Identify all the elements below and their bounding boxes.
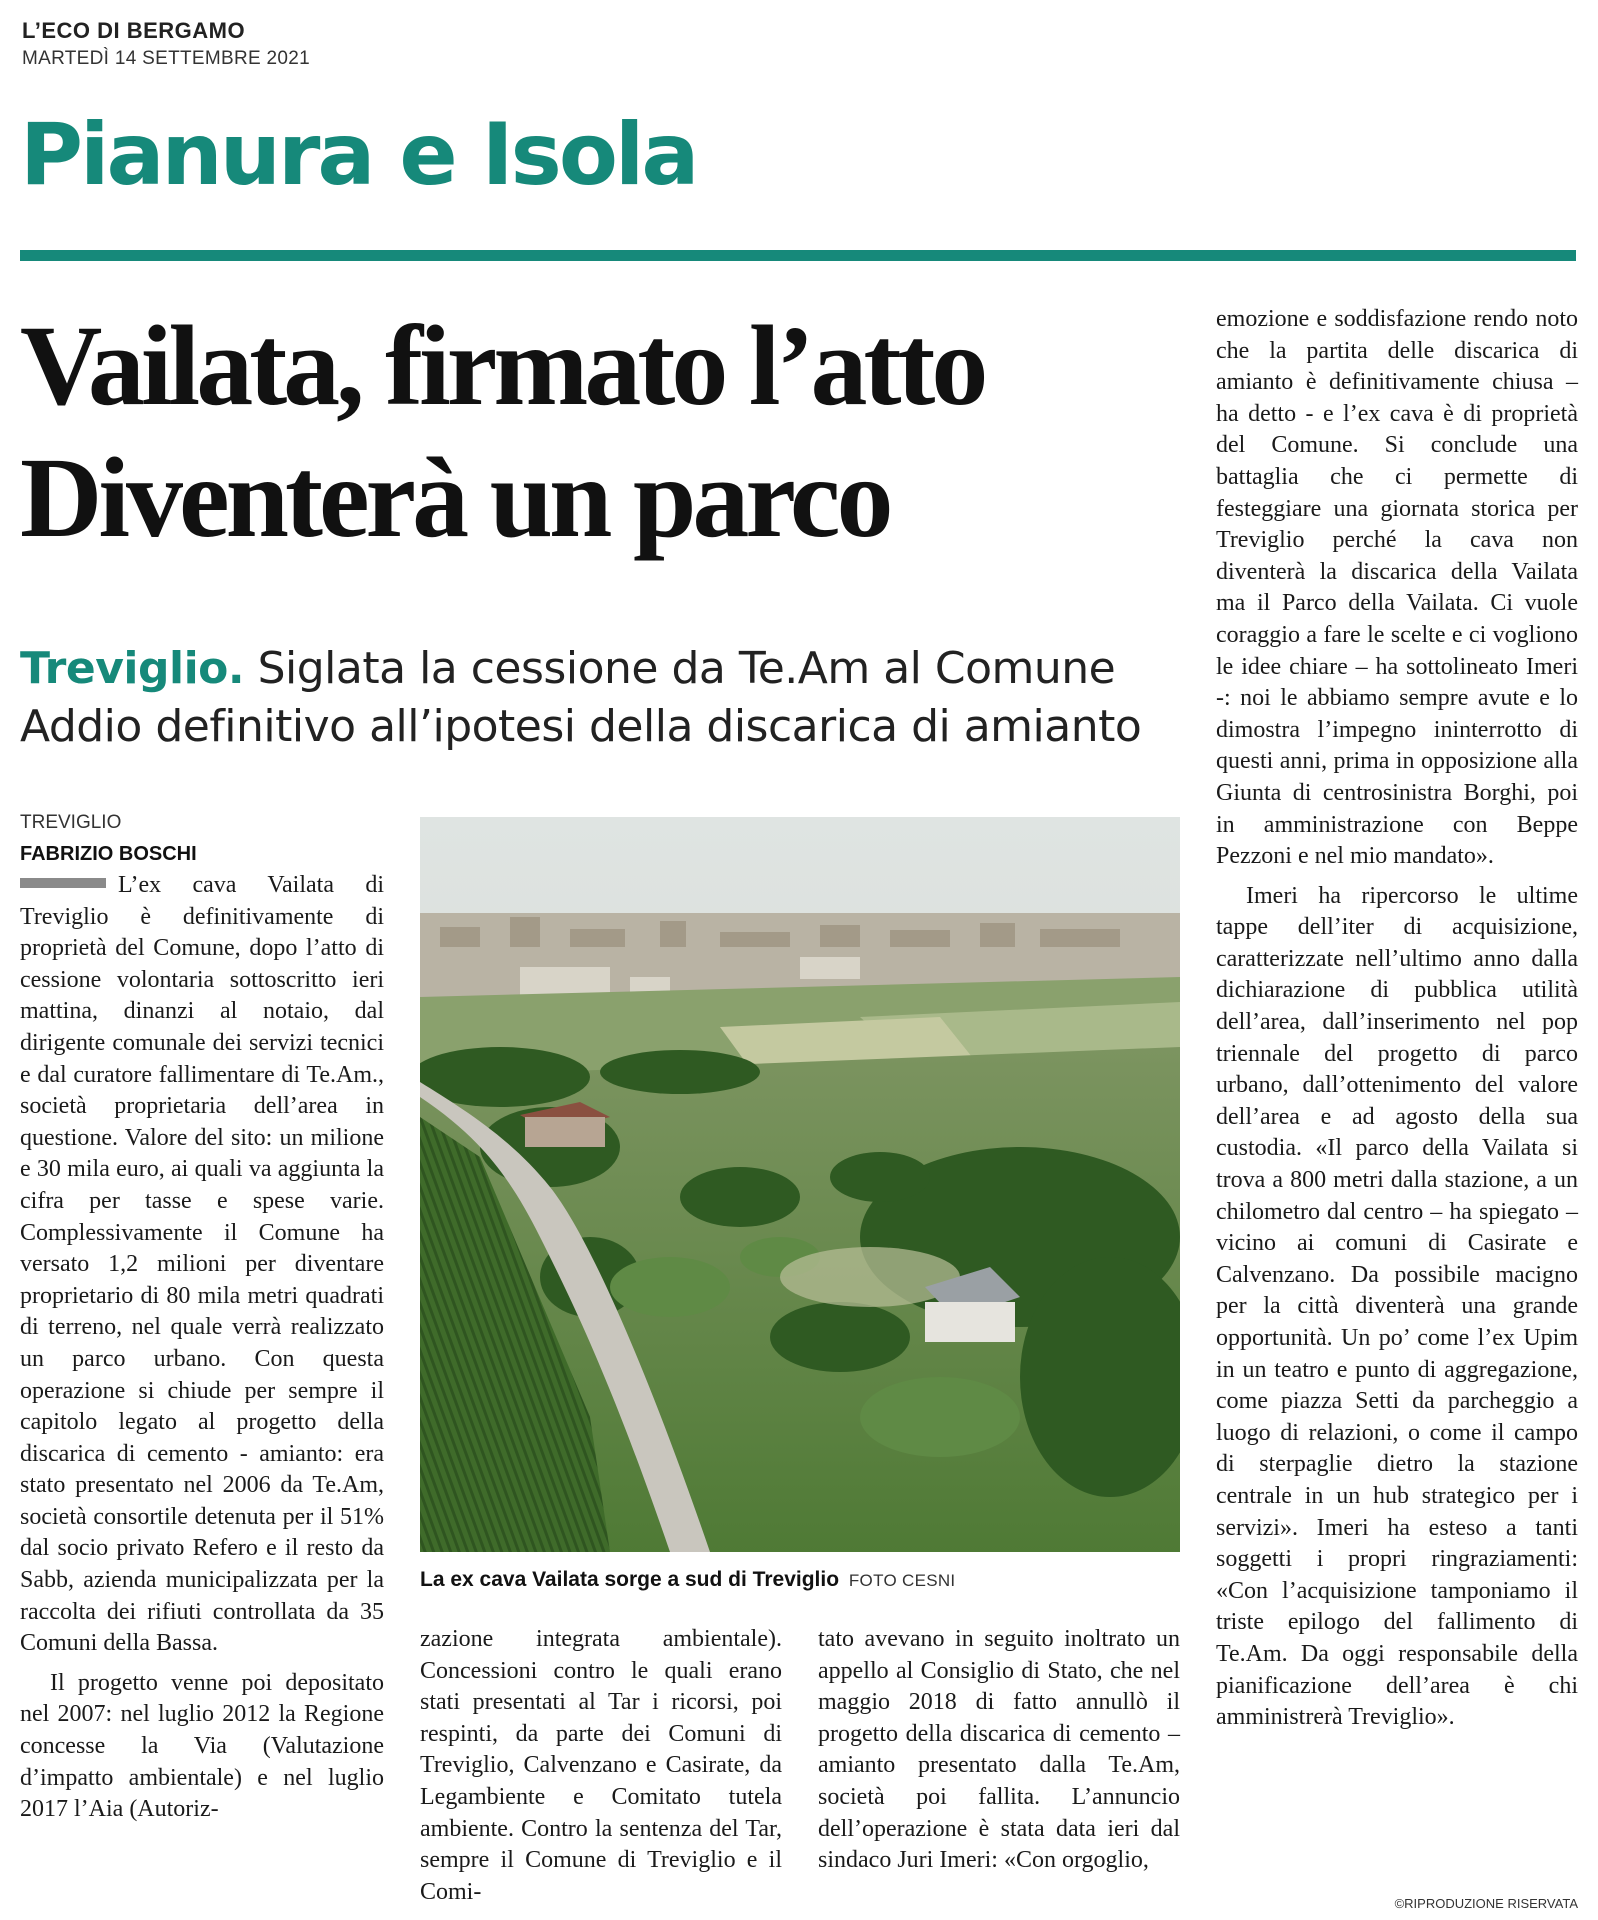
paragraph-text: L’ex cava Vailata di Treviglio è definitivamente di proprietà del Comune, dopo l’atto di cessione volontaria sottoscritto ieri mattina, dinanzi al notaio, dal dirigente comunale dei servizi tecnici e dal curatore fallimentare di Te.Am., società proprietaria dell’area in questione. Valore del sito: un milione e 30 mila euro, ai quali va aggiunta la cifra per tasse e spese varie. Complessivamente il Comune ha versato 1,2 milioni per diventare proprietario di 80 mila metri quadrati di terreno, nel quale verrà realizzato un parco urbano. Con questa operazione si chiude per sempre il capitolo legato al progetto della discarica di cemento - amianto: era stato presentato nel 2006 da Te.Am, società consortile detenuta per il 51% dal socio privato Refero e il resto da Sabb, azienda municipalizzata per la raccolta dei rifiuti controllata da 35 Comuni della Bassa. [20, 872, 384, 1657]
newspaper-name: L’ECO DI BERGAMO [22, 18, 246, 43]
dateline: TREVIGLIO [20, 812, 122, 833]
section-title: Pianura e Isola [20, 105, 697, 205]
byline: FABRIZIO BOSCHI [20, 843, 197, 865]
article-column-2 [420, 1624, 782, 1908]
photo-caption [420, 1568, 1180, 1592]
headline-line-1: Vailata, firmato l’atto [20, 302, 985, 429]
subheadline [20, 640, 1180, 756]
copyright-notice: ©RIPRODUZIONE RISERVATA [1394, 1896, 1578, 1911]
article-column-3 [818, 1624, 1180, 1877]
kicker: Treviglio. [20, 643, 245, 694]
photo-credit: FOTO CESNI [848, 1571, 956, 1590]
paragraph [20, 870, 384, 1660]
lead-marker [20, 878, 106, 888]
paragraph: Il progetto venne poi depositato nel 2007: nel luglio 2012 la Regione concesse la Via (Valutazione d’impatto ambientale) e nel luglio 2017 l’Aia (Autoriz- [20, 1669, 384, 1823]
aerial-photo [420, 817, 1180, 1552]
headline-line-2: Diventerà un parco [20, 434, 890, 561]
aerial-landscape-image [420, 817, 1180, 1552]
caption-text: La ex cava Vailata sorge a sud di Treviglio [420, 1568, 840, 1591]
masthead [22, 18, 310, 70]
deck-line-2: Addio definitivo all’ipotesi della discarica di amianto [20, 701, 1142, 752]
paragraph: tato avevano in seguito inoltrato un appello al Consiglio di Stato, che nel maggio 2018 di fatto annullò il progetto della discarica di cemento – amianto presentato dalla Te.Am, società poi fallita. L’annuncio dell’operazione è stata data ieri dal sindaco Juri Imeri: «Con orgoglio, [818, 1626, 1180, 1874]
paragraph: zazione integrata ambientale). Concessioni contro le quali erano stati presentati al Tar i ricorsi, poi respinti, da parte dei Comuni di Treviglio, Calvenzano e Casirate, da Legambiente e Comitato tutela ambiente. Contro la sentenza del Tar, sempre il Comune di Treviglio e il Comi- [420, 1626, 782, 1905]
headline [20, 300, 1160, 564]
paragraph: emozione e soddisfazione rendo noto che la partita delle discarica di amianto è definitivamente chiusa – ha detto - e l’ex cava è di proprietà del Comune. Si conclude una battaglia che ci permette di festeggiare una giornata storica per Treviglio perché la cava non diventerà la discarica della Vailata ma il Parco della Vailata. Ci vuole coraggio a fare le scelte e ci vogliono le idee chiare – ha sottolineato Imeri -: noi le abbiamo sempre avute e lo dimostra l’impegno ininterrotto di questi anni, prima in opposizione alla Giunta di centrosinistra Borghi, poi in amministrazione con Beppe Pezzoni e nel mio mandato». [1216, 306, 1578, 870]
article-column-4 [1216, 304, 1578, 1734]
deck-line-1: Siglata la cessione da Te.Am al Comune [257, 643, 1116, 694]
issue-date: MARTEDÌ 14 SETTEMBRE 2021 [22, 48, 311, 69]
paragraph: Imeri ha ripercorso le ultime tappe dell’iter di acquisizione, caratterizzate nell’ultimo anno dalla dichiarazione di pubblica utilità dell’area, dall’inserimento nel pop triennale del progetto di parco urbano, dall’ottenimento del valore dell’area e ad agosto della sua custodia. «Il parco della Vailata si trova a 800 metri dalla stazione, a un chilometro dal centro – ha spiegato – vicino ai comuni di Casirate e Calvenzano. Da possibile macigno per la città diventerà una grande opportunità. Un po’ come l’ex Upim in un teatro e punto di aggregazione, come piazza Setti da parcheggio a luogo di relazioni, o come il campo di sterpaglie dietro la stazione centrale in un hub strategico per i servizi». Imeri ha esteso a tanti soggetti i propri ringraziamenti: «Con l’acquisizione tamponiamo il triste epilogo del fallimento di Te.Am. Da oggi responsabile della pianificazione dell’area è chi amministrerà Treviglio». [1216, 882, 1578, 1731]
article-column-1 [20, 870, 384, 1826]
section-divider [20, 250, 1576, 261]
